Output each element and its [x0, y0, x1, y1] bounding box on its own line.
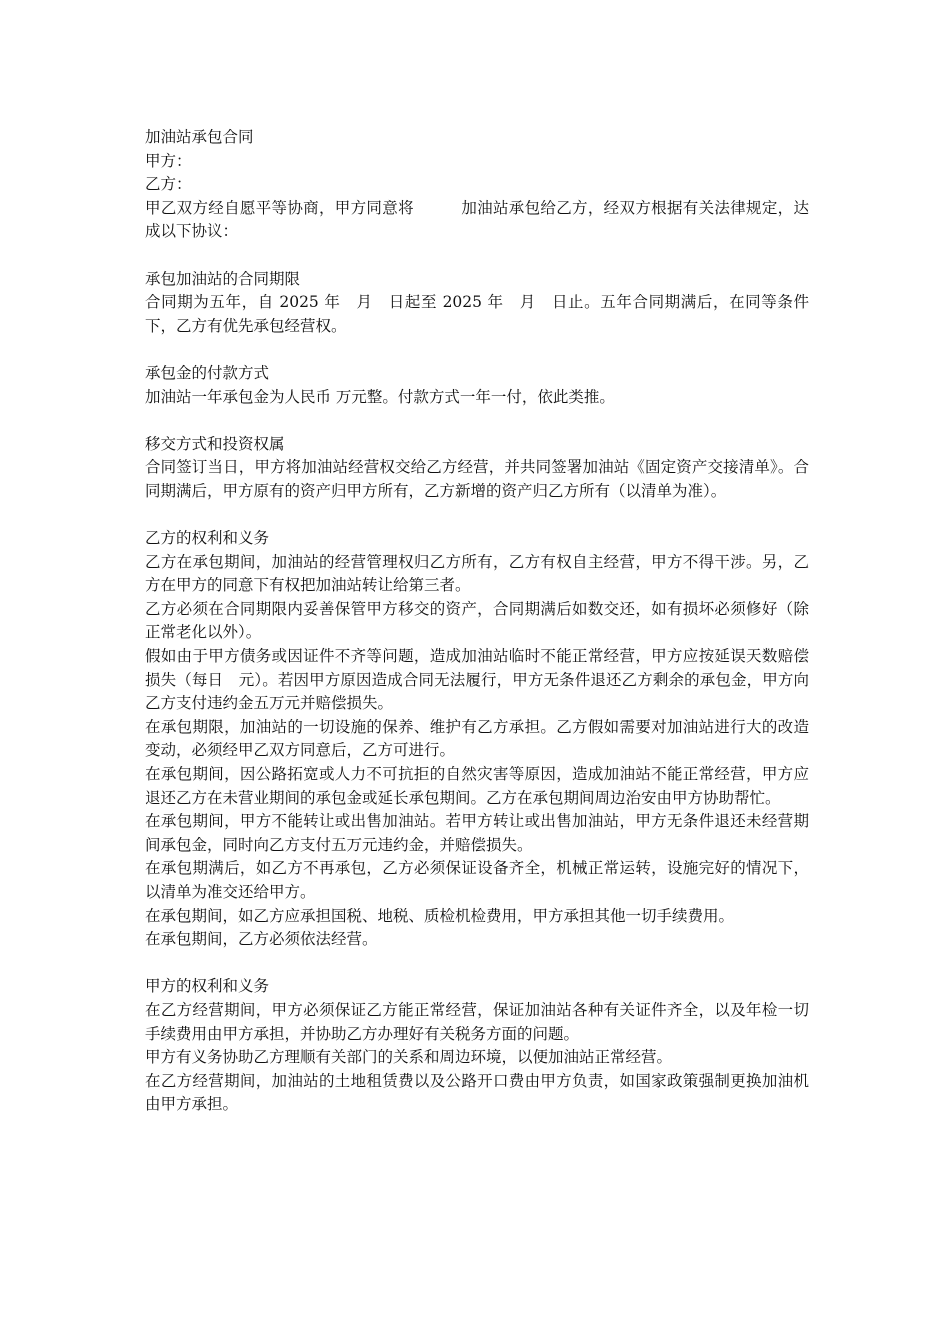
- spacer: [145, 338, 809, 362]
- document-body: [145, 126, 809, 1117]
- paragraph: 乙方在承包期间，加油站的经营管理权归乙方所有，乙方有权自主经营，甲方不得干涉。另，乙方在甲方的同意下有权把加油站转让给第三者。: [145, 552, 809, 595]
- paragraph: 甲方有义务协助乙方理顺有关部门的关系和周边环境，以便加油站正常经营。: [145, 1048, 673, 1067]
- section-heading-party-b-rights: 乙方的权利和义务: [145, 529, 270, 548]
- paragraph: 在承包期间，乙方必须依法经营。: [145, 930, 378, 949]
- intro-paragraph: 甲乙双方经自愿平等协商，甲方同意将 加油站承包给乙方，经双方根据有关法律规定，达成以下协议：: [145, 198, 809, 241]
- spacer: [145, 409, 809, 433]
- paragraph: 在承包期间，因公路拓宽或人力不可抗拒的自然灾害等原因，造成加油站不能正常经营，甲方应退还乙方在未营业期间的承包金或延长承包期间。乙方在承包期间周边治安由甲方协助帮忙。: [145, 765, 809, 807]
- paragraph: 合同期为五年，自 2025 年 月 日起至 2025 年 月 日止。五年合同期满后，在同等条件下，乙方有优先承包经营权。: [145, 293, 809, 335]
- spacer: [145, 244, 809, 268]
- section-heading-handover: 移交方式和投资权属: [145, 434, 285, 453]
- spacer: [145, 504, 809, 528]
- paragraph: 在承包期间，如乙方应承担国税、地税、质检机检费用，甲方承担其他一切手续费用。: [145, 906, 735, 925]
- section-heading-payment: 承包金的付款方式: [145, 363, 270, 382]
- paragraph: 在承包期间，甲方不能转让或出售加油站。若甲方转让或出售加油站，甲方无条件退还未经营期间承包金，同时向乙方支付五万元违约金，并赔偿损失。: [145, 812, 809, 854]
- paragraph: 假如由于甲方债务或因证件不齐等问题，造成加油站临时不能正常经营，甲方应按延误天数赔偿损失（每日 元）。若因甲方原因造成合同无法履行，甲方无条件退还乙方剩余的承包金，甲方向乙方支付违约金五万元并赔偿损失。: [145, 647, 809, 713]
- paragraph: 在承包期限，加油站的一切设施的保养、维护有乙方承担。乙方假如需要对加油站进行大的改造变动，必须经甲乙双方同意后，乙方可进行。: [145, 717, 809, 760]
- paragraph: 在乙方经营期间，加油站的土地租赁费以及公路开口费由甲方负责，如国家政策强制更换加油机由甲方承担。: [145, 1071, 809, 1114]
- paragraph: 在承包期满后，如乙方不再承包，乙方必须保证设备齐全，机械正常运转，设施完好的情况下，以清单为准交还给甲方。: [145, 859, 809, 901]
- document-title: 加油站承包合同: [145, 128, 254, 146]
- paragraph: 乙方必须在合同期限内妥善保管甲方移交的资产，合同期满后如数交还，如有损坏必须修好（除正常老化以外）。: [145, 599, 809, 642]
- section-heading-party-a-rights: 甲方的权利和义务: [145, 977, 270, 996]
- spacer: [145, 952, 809, 976]
- party-b-line: 乙方：: [145, 175, 192, 194]
- paragraph: 合同签订当日，甲方将加油站经营权交给乙方经营，并共同签署加油站《固定资产交接清单》。合同期满后，甲方原有的资产归甲方所有，乙方新增的资产归乙方所有（以清单为准）。: [145, 458, 809, 500]
- party-a-line: 甲方：: [145, 151, 192, 170]
- paragraph: 在乙方经营期间，甲方必须保证乙方能正常经营，保证加油站各种有关证件齐全，以及年检一切手续费用由甲方承担，并协助乙方办理好有关税务方面的问题。: [145, 1000, 809, 1043]
- section-heading-term: 承包加油站的合同期限: [145, 269, 301, 288]
- paragraph: 加油站一年承包金为人民币 万元整。付款方式一年一付，依此类推。: [145, 387, 615, 406]
